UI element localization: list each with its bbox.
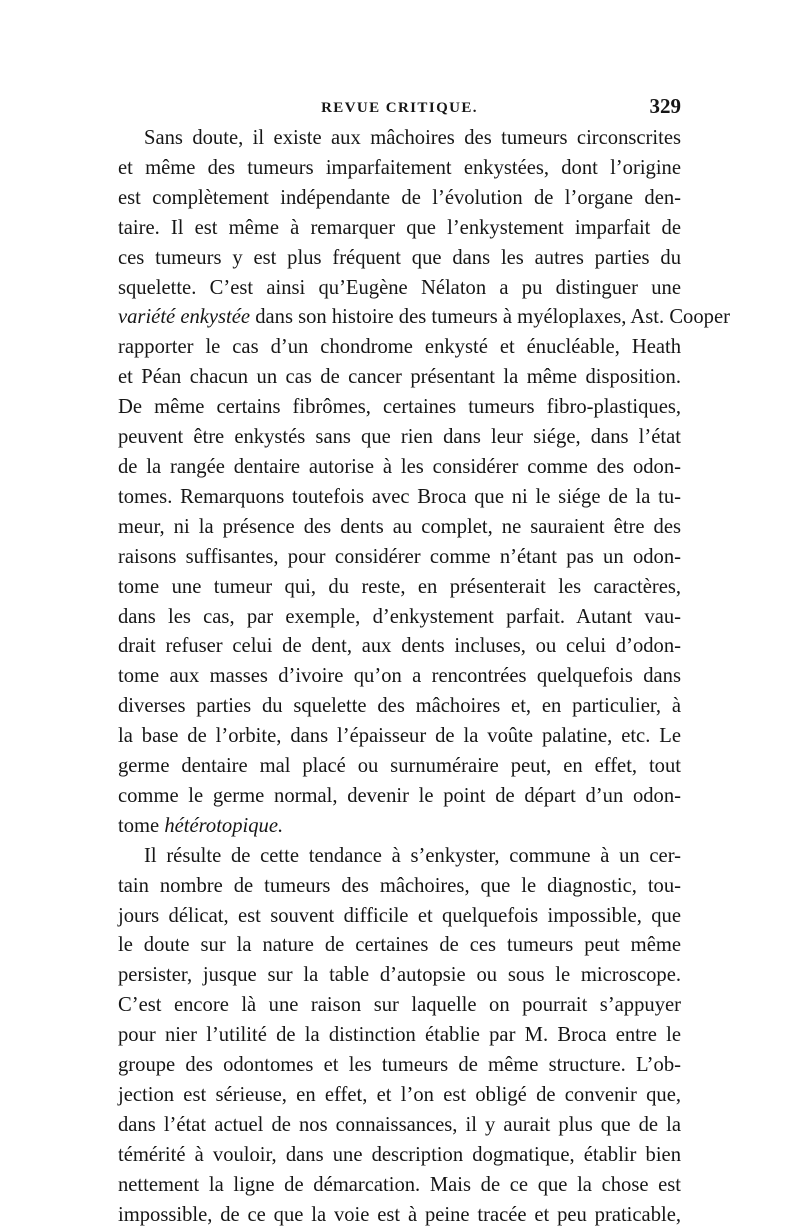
text-line: le doute sur la nature de certaines de ces tumeurs peut même	[118, 934, 681, 957]
text-line: rapporter le cas d’un chondrome enkysté et énucléable, Heath	[118, 336, 681, 359]
running-title: REVUE CRITIQUE.	[321, 100, 478, 116]
text-line-with-italic	[118, 274, 681, 304]
text-line: raisons suffisantes, pour considérer comme n’étant pas un odon-	[118, 545, 681, 568]
text-line: Sans doute, il existe aux mâchoires des tumeurs circonscrites	[144, 127, 681, 149]
text-line-with-italic	[118, 303, 730, 333]
body-text	[118, 124, 730, 1231]
text-line: est complètement indépendante de l’évolution de l’organe den-	[118, 186, 681, 209]
text-line: Il résulte de cette tendance à s’enkyster, commune à un cer-	[144, 844, 681, 867]
paragraph-1	[118, 124, 730, 842]
text-segment: squelette. C’est ainsi qu’Eugène Nélaton a pu distinguer une	[118, 276, 681, 299]
text-line: peuvent être enkystés sans que rien dans leur siége, dans l’état	[118, 426, 681, 449]
text-line: tome une tumeur qui, du reste, en présenterait les caractères,	[118, 575, 681, 598]
text-line: tomes. Remarquons toutefois avec Broca que ni le siége de la tu-	[118, 485, 681, 508]
text-segment: tome	[118, 814, 160, 837]
text-line: jours délicat, est souvent difficile et quelquefois impossible, que	[118, 904, 681, 927]
page-number: 329	[649, 94, 681, 118]
running-head	[118, 94, 681, 124]
text-line: meur, ni la présence des dents au complet, ne sauraient être des	[118, 515, 681, 538]
text-line: persister, jusque sur la table d’autopsie ou sous le microscope.	[118, 964, 681, 987]
text-segment: dans son histoire des tumeurs à myéloplaxes, Ast. Cooper	[255, 306, 730, 329]
text-line: comme le germe normal, devenir le point de départ d’un odon-	[118, 784, 681, 807]
text-line: dans les cas, par exemple, d’enkystement parfait. Autant vau-	[118, 605, 681, 628]
text-line-with-italic	[118, 812, 681, 842]
italic-term-variete-enkystee: variété enkystée	[118, 306, 251, 329]
text-line: et même des tumeurs imparfaitement enkystées, dont l’origine	[118, 156, 681, 179]
text-line: C’est encore là une raison sur laquelle on pourrait s’appuyer	[118, 994, 681, 1017]
text-line: et Péan chacun un cas de cancer présentant la même disposition.	[118, 366, 681, 389]
text-line: germe dentaire mal placé ou surnuméraire peut, en effet, tout	[118, 755, 681, 778]
text-line: pour nier l’utilité de la distinction établie par M. Broca entre le	[118, 1024, 681, 1047]
text-line: tome aux masses d’ivoire qu’on a rencontrées quelquefois dans	[118, 665, 681, 688]
italic-term-heterotopique: hétérotopique.	[164, 814, 284, 837]
text-line: impossible, de ce que la voie est à peine tracée et peu praticable,	[118, 1203, 681, 1226]
text-line: jection est sérieuse, en effet, et l’on est obligé de convenir que,	[118, 1084, 681, 1106]
text-line: dans l’état actuel de nos connaissances, il y aurait plus que de la	[118, 1113, 681, 1136]
text-line: De même certains fibrômes, certaines tumeurs fibro-plastiques,	[118, 396, 681, 419]
text-line: ces tumeurs y est plus fréquent que dans les autres parties du	[118, 246, 681, 269]
text-line: tain nombre de tumeurs des mâchoires, que le diagnostic, tou-	[118, 874, 681, 897]
paragraph-2	[118, 842, 681, 1231]
text-line: taire. Il est même à remarquer que l’enkystement imparfait de	[118, 216, 681, 239]
text-line: témérité à vouloir, dans une description dogmatique, établir bien	[118, 1143, 681, 1166]
text-line: groupe des odontomes et les tumeurs de même structure. L’ob-	[118, 1054, 681, 1077]
text-line: diverses parties du squelette des mâchoires et, en particulier, à	[118, 695, 681, 718]
text-line: de la rangée dentaire autorise à les considérer comme des odon-	[118, 455, 681, 478]
text-line: la base de l’orbite, dans l’épaisseur de la voûte palatine, etc. Le	[118, 725, 681, 748]
text-line: nettement la ligne de démarcation. Mais de ce que la chose est	[118, 1173, 681, 1196]
text-line: drait refuser celui de dent, aux dents incluses, ou celui d’odon-	[118, 635, 681, 658]
